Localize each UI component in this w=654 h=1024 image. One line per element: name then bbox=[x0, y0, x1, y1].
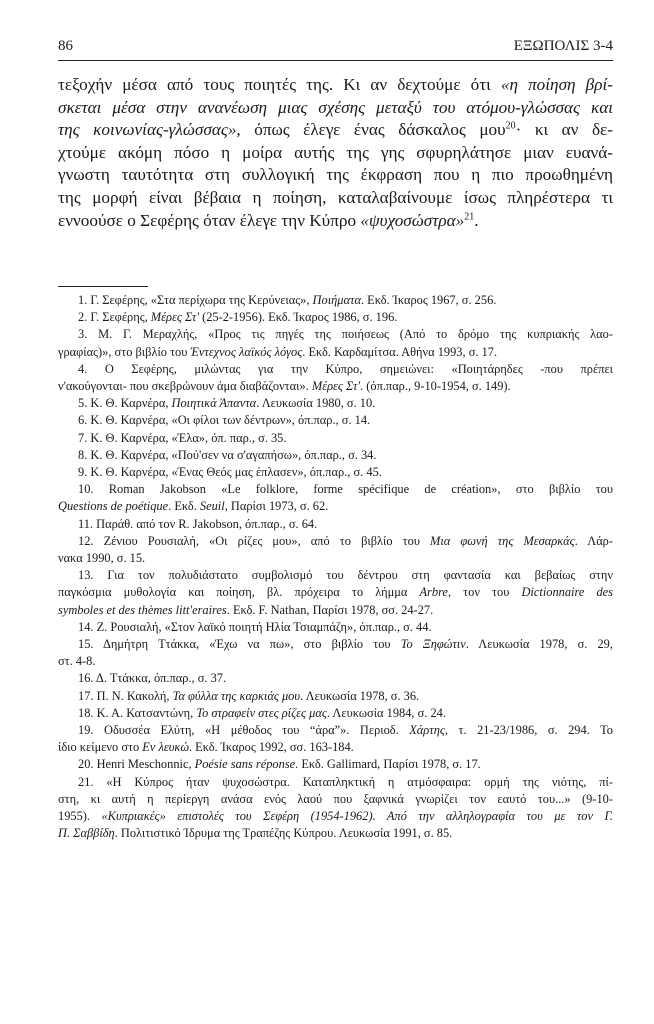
footnote-ref: 20 bbox=[505, 120, 516, 132]
footnote-item: 14. Ζ. Ρουσιαλή, «Στον λαϊκό ποιητή Ηλία Τσιαμπάζη», όπ.παρ., σ. 44. bbox=[78, 619, 432, 634]
footnote-item: 9. Κ. Θ. Καρνέρα, «Ένας Θεός μας έπλασεν», όπ.παρ., σ. 45. bbox=[78, 465, 382, 480]
footnote-item: 16. Δ. Ττάκκα, όπ.παρ., σ. 37. bbox=[78, 671, 227, 686]
footnote-item: 6. Κ. Θ. Καρνέρα, «Οι φίλοι των δέντρων», όπ.παρ., σ. 14. bbox=[78, 413, 371, 428]
footnote-item: 7. Κ. Θ. Καρνέρα, «Έλα», όπ. παρ., σ. 35. bbox=[78, 430, 287, 445]
footnote-item: 10. Roman Jakobson «Le folklore, forme spécifique de création», στο βιβλίο του Questions de poétique. Εκδ. Seuil, Παρίσι 1973, σ. 62. bbox=[58, 482, 613, 514]
footnote-item: 13. Για τον πολυδιάστατο συμβολισμό του δέντρου στη φαντασία και βεβαίως στην παγκόσμια μυθολογία και ποίηση, βλ. πρόχειρα το λήμμα Arbre, τον του Dictionnaire des symboles et des thèmes litt'eraires. Εκδ. F. Nathan, Παρίσι 1978, σσ. 24-27. bbox=[58, 568, 613, 617]
body-paragraph bbox=[58, 74, 613, 232]
footnote-item: 8. Κ. Θ. Καρνέρα, «Πού'σεν να σ'αγαπήσω», όπ.παρ., σ. 34. bbox=[78, 447, 377, 462]
footnote-ref: 21 bbox=[464, 210, 475, 222]
footnote-item: 2. Γ. Σεφέρης, Μέρες Στ' (25-2-1956). Εκδ. Ίκαρος 1986, σ. 196. bbox=[78, 310, 398, 325]
body-line: τεξοχήν μέσα από τους ποιητές της. Κι αν δεχτούμε ότι «η ποίηση βρί- bbox=[58, 75, 613, 94]
running-head: ΕΞΩΠΟΛΙΣ 3-4 bbox=[513, 38, 613, 54]
body-line: σκεται μέσα στην ανανέωση μιας σχέσης μεταξύ του ατόμου-γλώσσας και bbox=[58, 97, 613, 117]
footnote-item: 20. Henri Meschonnic, Poésie sans réponse. Εκδ. Gallimard, Παρίσι 1978, σ. 17. bbox=[78, 757, 481, 772]
footnote-item: 1. Γ. Σεφέρης, «Στα περίχωρα της Κερύνειας», Ποιήματα. Εκδ. Ίκαρος 1967, σ. 256. bbox=[78, 293, 497, 307]
body-line: γνωστη ταυτότητα στη συλλογική της έκφραση που η πιο προωθημένη bbox=[58, 165, 613, 185]
footnote-item: 17. Π. Ν. Κακολή, Τα φύλλα της καρκιάς μου. Λευκωσία 1978, σ. 36. bbox=[78, 688, 420, 703]
footnotes bbox=[58, 292, 613, 843]
body-line: χτούμε ακόμη πόσο η μοίρα αυτής της γης σφυρηλάτησε μιαν ευανά- bbox=[58, 142, 613, 162]
footnote-item: 5. Κ. Θ. Καρνέρα, Ποιητικά Άπαντα. Λευκωσία 1980, σ. 10. bbox=[78, 396, 376, 411]
footnote-rule bbox=[58, 286, 148, 287]
footnote-item: 18. Κ. Α. Κατσαντώνη, Το στραφείν στες ρίζες μας. Λευκωσία 1984, σ. 24. bbox=[78, 705, 446, 720]
body-line: εννοούσε ο Σεφέρης όταν έλεγε την Κύπρο «ψυχοσώστρα»$^{21}$. bbox=[58, 210, 479, 230]
body-line: της μορφή είναι βέβαια η ποίηση, καταλαβαίνουμε ίσως πληρέστερα τι bbox=[58, 187, 613, 207]
page-number: 86 bbox=[58, 38, 73, 54]
page-header bbox=[58, 38, 613, 60]
footnote-item: 3. Μ. Γ. Μεραχλής, «Προς τις πηγές της ποιήσεως (Από το δρόμο της κυπριακής λαο- γραφίας)», στο βιβλίο του Έντεχνος λαϊκός λόγος. Εκδ. Καρδαμίτσα. Αθήνα 1993, σ. 17. bbox=[58, 327, 613, 359]
footnote-item: 21. «Η Κύπρος ήταν ψυχοσώστρα. Καταπληκτική η ατμόσφαιρα: ορμή της νιότης, πί- στη, κι αυτή η περίεργη ανάσα ενός λαού που ξαφνικά γνωρίζει τον εαυτό του...» (9-10- 1955). «Κυπριακές» επιστολές του Σεφέρη (1954-1962). Από την αλληλογραφία του με τον Γ. Π. Σαββίδη. Πολιτιστικό Ίδρυμα της Τραπέζης Κύπρου. Λευκωσία 1991, σ. 85. bbox=[58, 774, 613, 841]
footnote-item: 19. Οδυσσέα Ελύτη, «Η μέθοδος του “άρα”». Περιοδ. Χάρτης, τ. 21-23/1986, σ. 294. Το ίδιο κείμενο στο Εν λευκώ. Εκδ. Ίκαρος 1992, σσ. 163-184. bbox=[58, 723, 613, 755]
footnote-item: 11. Παράθ. από τον R. Jakobson, όπ.παρ., σ. 64. bbox=[78, 516, 318, 531]
footnote-item: 15. Δημήτρη Ττάκκα, «Έχω να πω», στο βιβλίο του Το Ξηφώτιν. Λευκωσία 1978, σ. 29, στ. 4-8. bbox=[58, 637, 613, 669]
footnote-item: 4. Ο Σεφέρης, μιλώντας για την Κύπρο, σημειώνει: «Ποιητάρηδες -που πρέπει ν'ακούγονται- που σκεβρώνουν άμα διαβάζονται». Μέρες Στ'. (όπ.παρ., 9-10-1954, σ. 149). bbox=[58, 361, 613, 394]
footnote-item: 12. Ζένιου Ρουσιαλή, «Οι ρίζες μου», από το βιβλίο του Μια φωνή της Μεσαρκάς. Λάρ- νακα 1990, σ. 15. bbox=[58, 533, 613, 566]
body-line: της κοινωνίας-γλώσσας», όπως έλεγε ένας δάσκαλος μου$^{20}$· κι αν δε- bbox=[58, 120, 613, 140]
header-rule bbox=[58, 60, 613, 61]
